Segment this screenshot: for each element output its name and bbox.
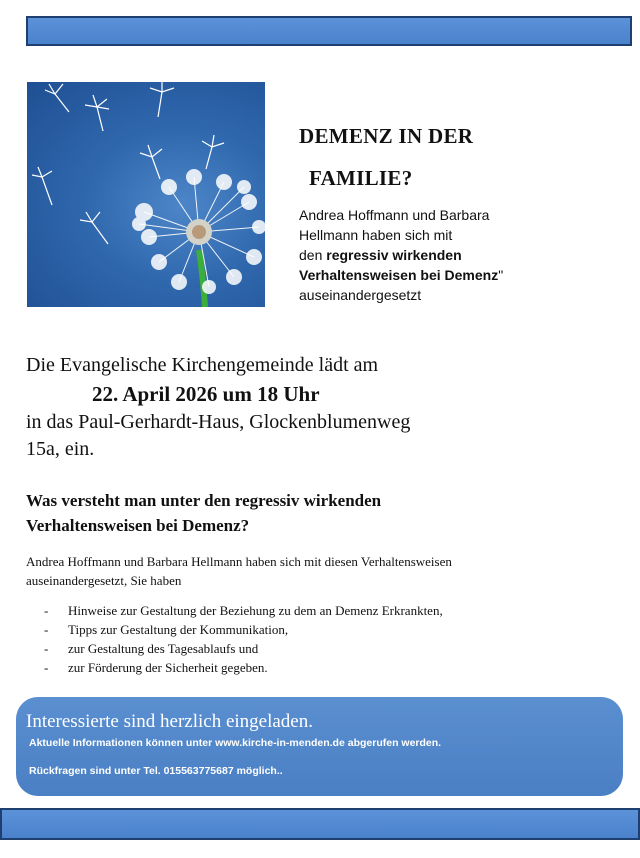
- list-item: [44, 620, 443, 639]
- intro-line: [299, 265, 599, 285]
- bottom-banner-bar: [0, 808, 640, 840]
- title-line-1: DEMENZ IN DER: [299, 124, 474, 148]
- paragraph-line: Andrea Hoffmann und Barbara Hellmann haben sich mit diesen Verhaltensweisen: [26, 554, 452, 569]
- invite-line: 15a, ein.: [26, 438, 95, 460]
- list-marker: -: [44, 603, 49, 618]
- list-item-text: zur Gestaltung des Tagesablaufs und: [68, 641, 259, 656]
- topic-list: [44, 601, 443, 677]
- intro-line: [299, 245, 599, 265]
- intro-prefix: den: [299, 247, 327, 263]
- panel-info-line: Aktuelle Informationen können unter www.kirche-in-menden.de abgerufen werden.: [29, 737, 442, 749]
- intro-line: auseinandergesetzt: [299, 287, 422, 303]
- paragraph-line: auseinandergesetzt, Sie haben: [26, 573, 182, 588]
- list-marker: -: [44, 622, 49, 637]
- question-line: Verhaltensweisen bei Demenz?: [26, 516, 250, 535]
- info-panel: [16, 697, 623, 796]
- intro-bold: regressiv wirkenden: [326, 247, 462, 263]
- intro-suffix: ": [498, 267, 504, 283]
- title-line-2: FAMILIE?: [309, 166, 413, 190]
- panel-headline: Interessierte sind herzlich eingeladen.: [26, 711, 313, 732]
- list-item: [44, 639, 443, 658]
- description-paragraph: [26, 552, 546, 590]
- list-marker: -: [44, 660, 49, 675]
- list-item-text: Hinweise zur Gestaltung der Beziehung zu dem an Demenz Erkrankten,: [68, 603, 443, 618]
- invite-line: Die Evangelische Kirchengemeinde lädt am: [26, 354, 379, 376]
- question-heading: [26, 488, 546, 538]
- intro-line: Andrea Hoffmann und Barbara: [299, 207, 490, 223]
- list-marker: -: [44, 641, 49, 656]
- list-item-text: zur Förderung der Sicherheit gegeben.: [68, 660, 268, 675]
- list-item: [44, 601, 443, 620]
- event-date: 22. April 2026 um 18 Uhr: [92, 382, 320, 406]
- panel-contact-line: Rückfragen sind unter Tel. 015563775687 möglich..: [29, 765, 283, 777]
- intro-text: [299, 205, 599, 305]
- list-item: [44, 658, 443, 677]
- top-banner-bar: [26, 16, 632, 46]
- question-line: Was versteht man unter den regressiv wirkenden: [26, 491, 382, 510]
- intro-bold: Verhaltensweisen bei Demenz: [299, 267, 499, 283]
- list-item-text: Tipps zur Gestaltung der Kommunikation,: [68, 622, 289, 637]
- invitation-block: [26, 352, 546, 463]
- intro-line: Hellmann haben sich mit: [299, 227, 453, 243]
- invite-line: in das Paul-Gerhardt-Haus, Glockenblumenweg: [26, 411, 411, 433]
- dandelion-image: [27, 82, 265, 307]
